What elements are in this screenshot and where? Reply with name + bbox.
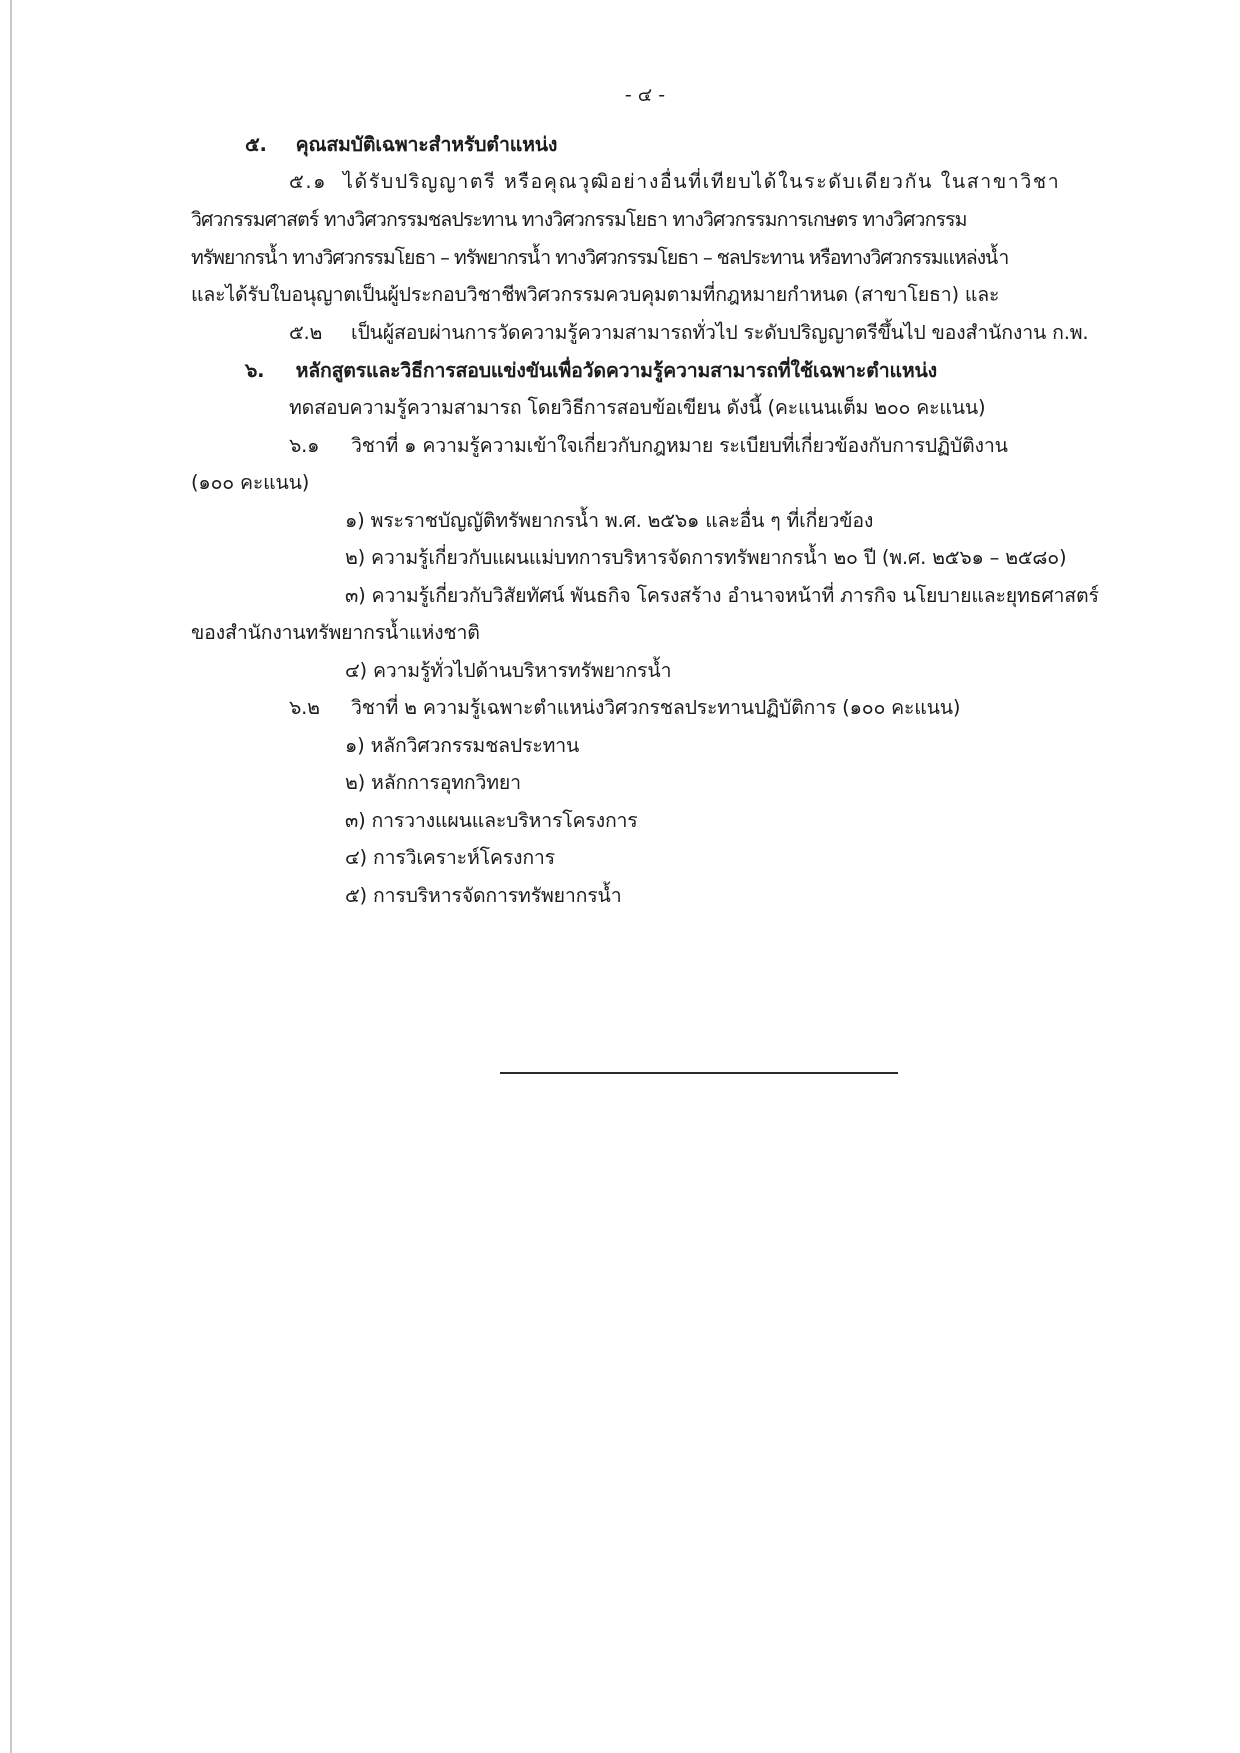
item-5-1-line-2: วิศวกรรมศาสตร์ ทางวิศวกรรมชลประทาน ทางวิศวกรรมโยธา ทางวิศวกรรมการเกษตร ทางวิศวกรรม <box>191 208 967 231</box>
subject-2-text: วิชาที่ ๒ ความรู้เฉพาะตำแหน่งวิศวกรชลประทานปฏิบัติการ (๑๐๐ คะแนน) <box>351 696 961 719</box>
subject-1-item-1: ๑) พระราชบัญญัติทรัพยากรน้ำ พ.ศ. ๒๕๖๑ และอื่น ๆ ที่เกี่ยวข้อง <box>345 509 874 532</box>
item-5-2-text: เป็นผู้สอบผ่านการวัดความรู้ความสามารถทั่วไป ระดับปริญญาตรีขึ้นไป ของสำนักงาน ก.พ. <box>351 321 1089 344</box>
section-6-intro: ทดสอบความรู้ความสามารถ โดยวิธีการสอบข้อเขียน ดังนี้ (คะแนนเต็ม ๒๐๐ คะแนน) <box>289 396 986 419</box>
item-5-1-number: ๕.๑ <box>289 170 328 193</box>
subject-2-item-2: ๒) หลักการอุทกวิทยา <box>345 771 521 794</box>
subject-1-number: ๖.๑ <box>289 434 320 457</box>
subject-1-line-1 <box>289 431 1008 461</box>
subject-1-text: วิชาที่ ๑ ความรู้ความเข้าใจเกี่ยวกับกฎหมาย ระเบียบที่เกี่ยวข้องกับการปฏิบัติงาน <box>351 434 1008 457</box>
end-divider <box>500 1072 898 1074</box>
section-5-heading <box>245 130 557 160</box>
subject-2-item-1: ๑) หลักวิศวกรรมชลประทาน <box>345 734 580 757</box>
subject-2-item-4: ๔) การวิเคราะห์โครงการ <box>345 846 555 869</box>
section-5-number: ๕. <box>245 133 267 156</box>
section-6-title: หลักสูตรและวิธีการสอบแข่งขันเพื่อวัดความรู้ความสามารถที่ใช้เฉพาะตำแหน่ง <box>295 359 937 382</box>
item-5-1-line-4: และได้รับใบอนุญาตเป็นผู้ประกอบวิชาชีพวิศวกรรมควบคุมตามที่กฎหมายกำหนด (สาขาโยธา) และ <box>191 283 1000 306</box>
subject-1-item-2: ๒) ความรู้เกี่ยวกับแผนแม่บทการบริหารจัดการทรัพยากรน้ำ ๒๐ ปี (พ.ศ. ๒๕๖๑ – ๒๕๘๐) <box>345 546 1067 569</box>
subject-2-item-3: ๓) การวางแผนและบริหารโครงการ <box>345 809 638 832</box>
subject-1-item-4: ๔) ความรู้ทั่วไปด้านบริหารทรัพยากรน้ำ <box>345 659 672 682</box>
page-number: - ๔ - <box>624 84 666 106</box>
subject-1-item-3-continuation: ของสำนักงานทรัพยากรน้ำแห่งชาติ <box>191 621 480 644</box>
item-5-2 <box>289 318 1088 348</box>
subject-2-item-5: ๕) การบริหารจัดการทรัพยากรน้ำ <box>345 884 622 907</box>
item-5-1-line-3: ทรัพยากรน้ำ ทางวิศวกรรมโยธา – ทรัพยากรน้ำ ทางวิศวกรรมโยธา – ชลประทาน หรือทางวิศวกรรมแหล่งน้ำ <box>191 246 1009 269</box>
section-5-title: คุณสมบัติเฉพาะสำหรับตำแหน่ง <box>295 133 558 156</box>
subject-1-line-2: (๑๐๐ คะแนน) <box>191 471 310 494</box>
item-5-2-number: ๕.๒ <box>289 321 323 344</box>
section-6-number: ๖. <box>245 359 265 382</box>
subject-2-line <box>289 693 960 723</box>
subject-1-item-3: ๓) ความรู้เกี่ยวกับวิสัยทัศน์ พันธกิจ โครงสร้าง อำนาจหน้าที่ ภารกิจ นโยบายและยุทธศาสตร์ <box>345 584 1099 607</box>
item-5-1-line-1 <box>289 167 1174 197</box>
section-6-heading <box>245 356 937 386</box>
item-5-1-text-1: ได้รับปริญญาตรี หรือคุณวุฒิอย่างอื่นที่เทียบได้ในระดับเดียวกัน ในสาขาวิชา <box>343 170 1061 193</box>
subject-2-number: ๖.๒ <box>289 696 320 719</box>
